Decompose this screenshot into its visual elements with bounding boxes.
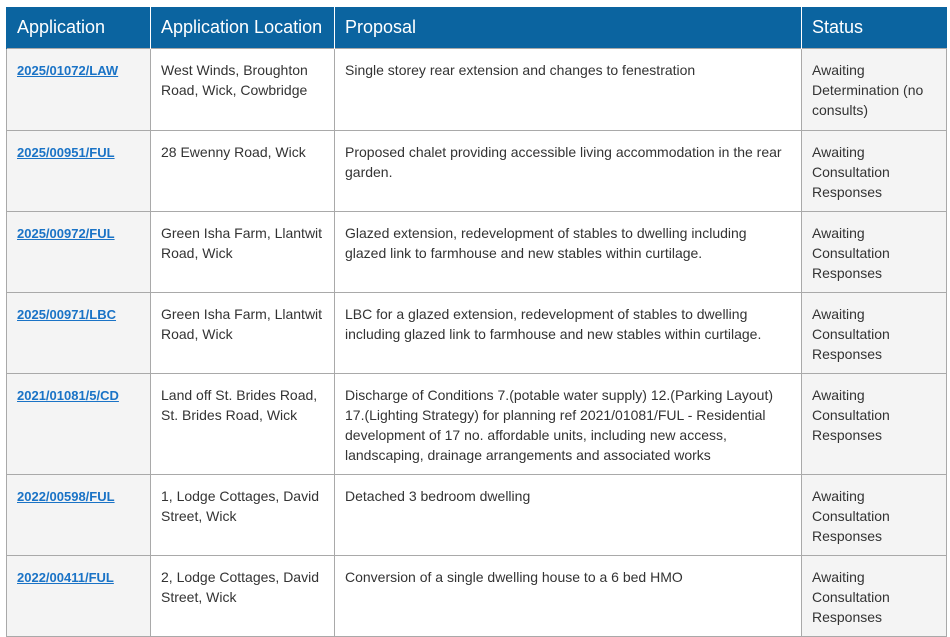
table-row (7, 211, 947, 292)
application-cell (7, 373, 151, 474)
table-row (7, 555, 947, 636)
location-cell: Land off St. Brides Road, St. Brides Road, Wick (151, 373, 335, 474)
application-cell (7, 48, 151, 130)
proposal-cell: Conversion of a single dwelling house to a 6 bed HMO (335, 555, 802, 636)
location-cell: 2, Lodge Cottages, David Street, Wick (151, 555, 335, 636)
application-cell (7, 474, 151, 555)
table-row (7, 474, 947, 555)
table-row (7, 130, 947, 211)
proposal-cell: Glazed extension, redevelopment of stables to dwelling including glazed link to farmhouse and new stables within curtilage. (335, 211, 802, 292)
proposal-cell: Single storey rear extension and changes to fenestration (335, 48, 802, 130)
application-cell (7, 130, 151, 211)
application-link[interactable]: 2025/00971/LBC (17, 306, 117, 322)
status-cell: Awaiting Consultation Responses (802, 130, 947, 211)
table-row (7, 292, 947, 373)
planning-applications-table (6, 7, 947, 637)
column-header-location: Application Location (151, 7, 335, 48)
proposal-cell: Detached 3 bedroom dwelling (335, 474, 802, 555)
application-link[interactable]: 2025/00951/FUL (17, 144, 115, 160)
status-cell: Awaiting Consultation Responses (802, 474, 947, 555)
status-cell: Awaiting Consultation Responses (802, 292, 947, 373)
application-link[interactable]: 2025/01072/LAW (17, 62, 119, 78)
proposal-cell: LBC for a glazed extension, redevelopment of stables to dwelling including glazed link to farmhouse and new stables within curtilage. (335, 292, 802, 373)
proposal-cell: Proposed chalet providing accessible living accommodation in the rear garden. (335, 130, 802, 211)
status-cell: Awaiting Determination (no consults) (802, 48, 947, 130)
status-cell: Awaiting Consultation Responses (802, 211, 947, 292)
table-row (7, 373, 947, 474)
proposal-cell: Discharge of Conditions 7.(potable water supply) 12.(Parking Layout) 17.(Lighting Strategy) for planning ref 2021/01081/FUL - Residential development of 17 no. affordable units, including new access, landscaping, drainage arrangements and associated works (335, 373, 802, 474)
table-row (7, 48, 947, 130)
status-cell: Awaiting Consultation Responses (802, 373, 947, 474)
column-header-status: Status (802, 7, 947, 48)
location-cell: 28 Ewenny Road, Wick (151, 130, 335, 211)
application-link[interactable]: 2022/00411/FUL (17, 569, 114, 585)
location-cell: Green Isha Farm, Llantwit Road, Wick (151, 292, 335, 373)
location-cell: West Winds, Broughton Road, Wick, Cowbridge (151, 48, 335, 130)
application-link[interactable]: 2022/00598/FUL (17, 488, 115, 504)
status-cell: Awaiting Consultation Responses (802, 555, 947, 636)
application-cell (7, 211, 151, 292)
application-link[interactable]: 2021/01081/5/CD (17, 387, 119, 403)
application-cell (7, 292, 151, 373)
column-header-proposal: Proposal (335, 7, 802, 48)
location-cell: 1, Lodge Cottages, David Street, Wick (151, 474, 335, 555)
application-cell (7, 555, 151, 636)
table-header-row (7, 7, 947, 48)
location-cell: Green Isha Farm, Llantwit Road, Wick (151, 211, 335, 292)
application-link[interactable]: 2025/00972/FUL (17, 225, 115, 241)
applications-table-container (6, 7, 946, 637)
column-header-application: Application (7, 7, 151, 48)
